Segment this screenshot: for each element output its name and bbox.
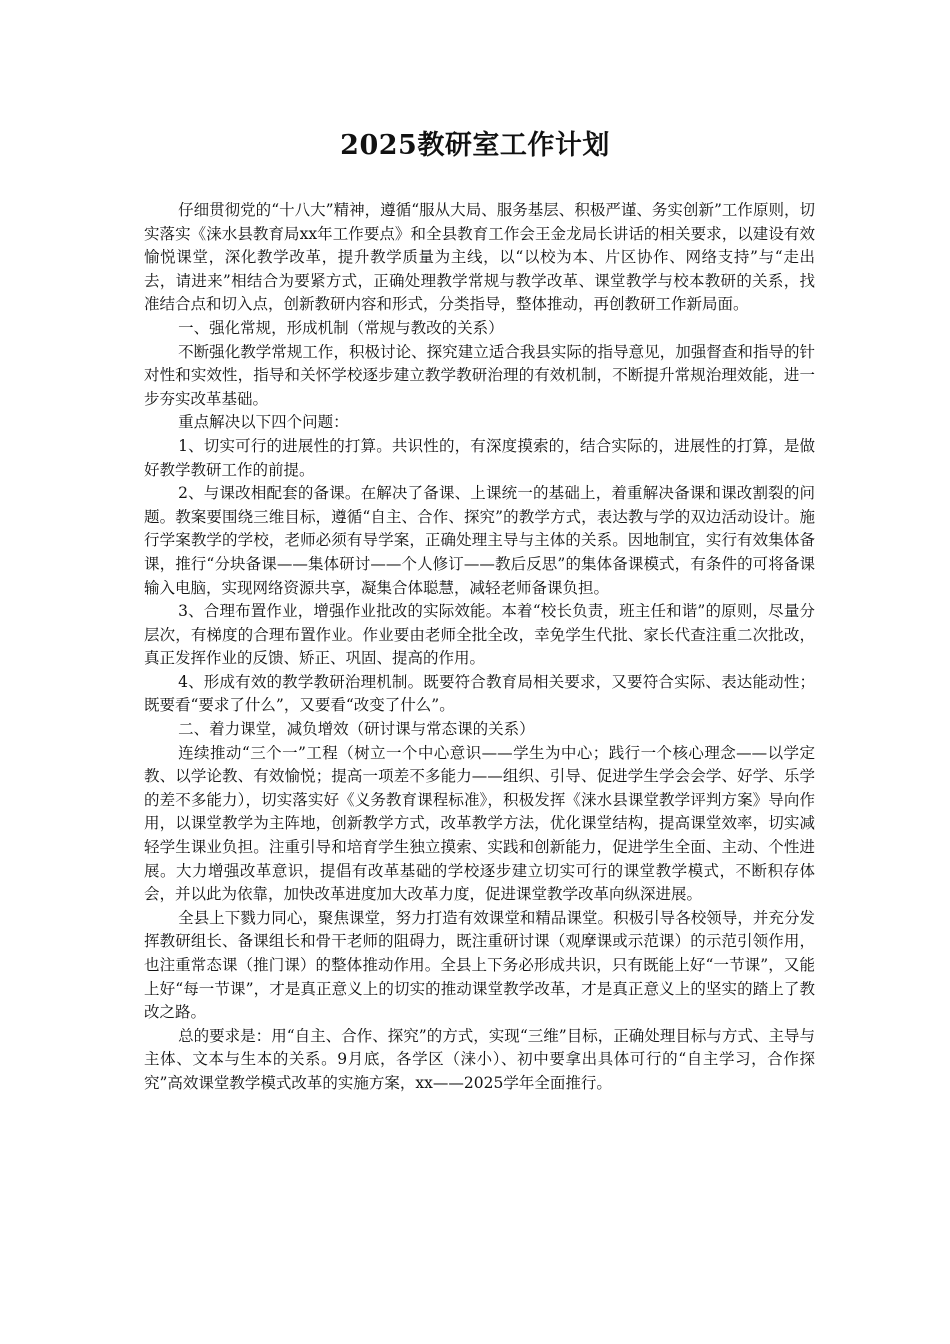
issue-3-paragraph: 3、合理布置作业，增强作业批改的实际效能。本着“校长负责，班主任和谐”的原则，尽量分层次，有梯度的合理布置作业。作业要由老师全批全改，幸免学生代批、家长代查注重二次批改，真正发挥作业的反馈、矫正、巩固、提高的作用。 <box>144 602 815 668</box>
section-2-paragraph-3: 总的要求是：用“自主、合作、探究”的方式，实现“三维”目标，正确处理目标与方式、主导与主体、文本与生本的关系。9月底，各学区（涞小）、初中要拿出具体可行的“自主学习，合作探究”高效课堂教学模式改革的实施方案，xx——2025学年全面推行。 <box>144 1026 815 1092</box>
section-heading-2: 二、着力课堂，减负增效（研讨课与常态课的关系） <box>178 720 535 739</box>
key-issues-lead: 重点解决以下四个问题： <box>178 413 349 432</box>
document-body <box>144 199 815 1096</box>
section-1-paragraph: 不断强化教学常规工作，积极讨论、探究建立适合我县实际的指导意见，加强督查和指导的针对性和实效性，指导和关怀学校逐步建立教学教研治理的有效机制，不断提升常规治理效能，进一步夯实改革基础。 <box>144 342 815 408</box>
intro-paragraph: 仔细贯彻党的“十八大”精神，遵循“服从大局、服务基层、积极严谨、务实创新”工作原则，切实落实《涞水县教育局xx年工作要点》和全县教育工作会王金龙局长讲话的相关要求，以建设有效愉悦课堂，深化教学改革，提升教学质量为主线，以“以校为本、片区协作、网络支持”与“走出去，请进来”相结合为要紧方式，正确处理教学常规与教学改革、课堂教学与校本教研的关系，找准结合点和切入点，创新教研内容和形式，分类指导，整体推动，再创教研工作新局面。 <box>144 201 815 314</box>
issue-4-paragraph: 4、形成有效的教学教研治理机制。既要符合教育局相关要求，又要符合实际、表达能动性；既要看“要求了什么”，又要看“改变了什么”。 <box>144 672 815 715</box>
section-2-paragraph-2: 全县上下戮力同心，聚焦课堂，努力打造有效课堂和精品课堂。积极引导各校领导，并充分发挥教研组长、备课组长和骨干老师的阻碍力，既注重研讨课（观摩课或示范课）的示范引领作用，也注重常态课（推门课）的整体推动作用。全县上下务必形成共识，只有既能上好“一节课”，又能上好“每一节课”，才是真正意义上的切实的推动课堂教学改革，才是真正意义上的坚实的踏上了教改之路。 <box>144 908 815 1022</box>
issue-1-paragraph: 1、切实可行的进展性的打算。共识性的，有深度摸索的，结合实际的，进展性的打算，是做好教学教研工作的前提。 <box>144 436 815 479</box>
section-2-paragraph-1: 连续推动“三个一”工程（树立一个中心意识——学生为中心；践行一个核心理念——以学定教、以学论教、有效愉悦；提高一项差不多能力——组织、引导、促进学生学会会学、好学、乐学的差不多能力），切实落实好《义务教育课程标准》，积极发挥《涞水县课堂教学评判方案》导向作用，以课堂教学为主阵地，创新教学方式，改革教学方法，优化课堂结构，提高课堂效率，切实减轻学生课业负担。注重引导和培育学生独立摸索、实践和创新能力，促进学生全面、主动、个性进展。大力增强改革意识，提倡有改革基础的学校逐步建立切实可行的课堂教学模式，不断积存体会，并以此为依靠，加快改革进度加大改革力度，促进课堂教学改革向纵深进展。 <box>144 743 815 904</box>
section-heading-1: 一、强化常规，形成机制（常规与教改的关系） <box>178 318 504 337</box>
issue-2-paragraph: 2、与课改相配套的备课。在解决了备课、上课统一的基础上，着重解决备课和课改割裂的问题。教案要围绕三维目标，遵循“自主、合作、探究”的教学方式，表达教与学的双边活动设计。施行学案教学的学校，老师必须有导学案，正确处理主导与主体的关系。因地制宜，实行有效集体备课，推行“分块备课——集体研讨——个人修订——教后反思”的集体备课模式，有条件的可将备课输入电脑，实现网络资源共享，凝集合体聪慧，减轻老师备课负担。 <box>144 484 815 597</box>
document-title: 2025教研室工作计划 <box>340 130 610 161</box>
